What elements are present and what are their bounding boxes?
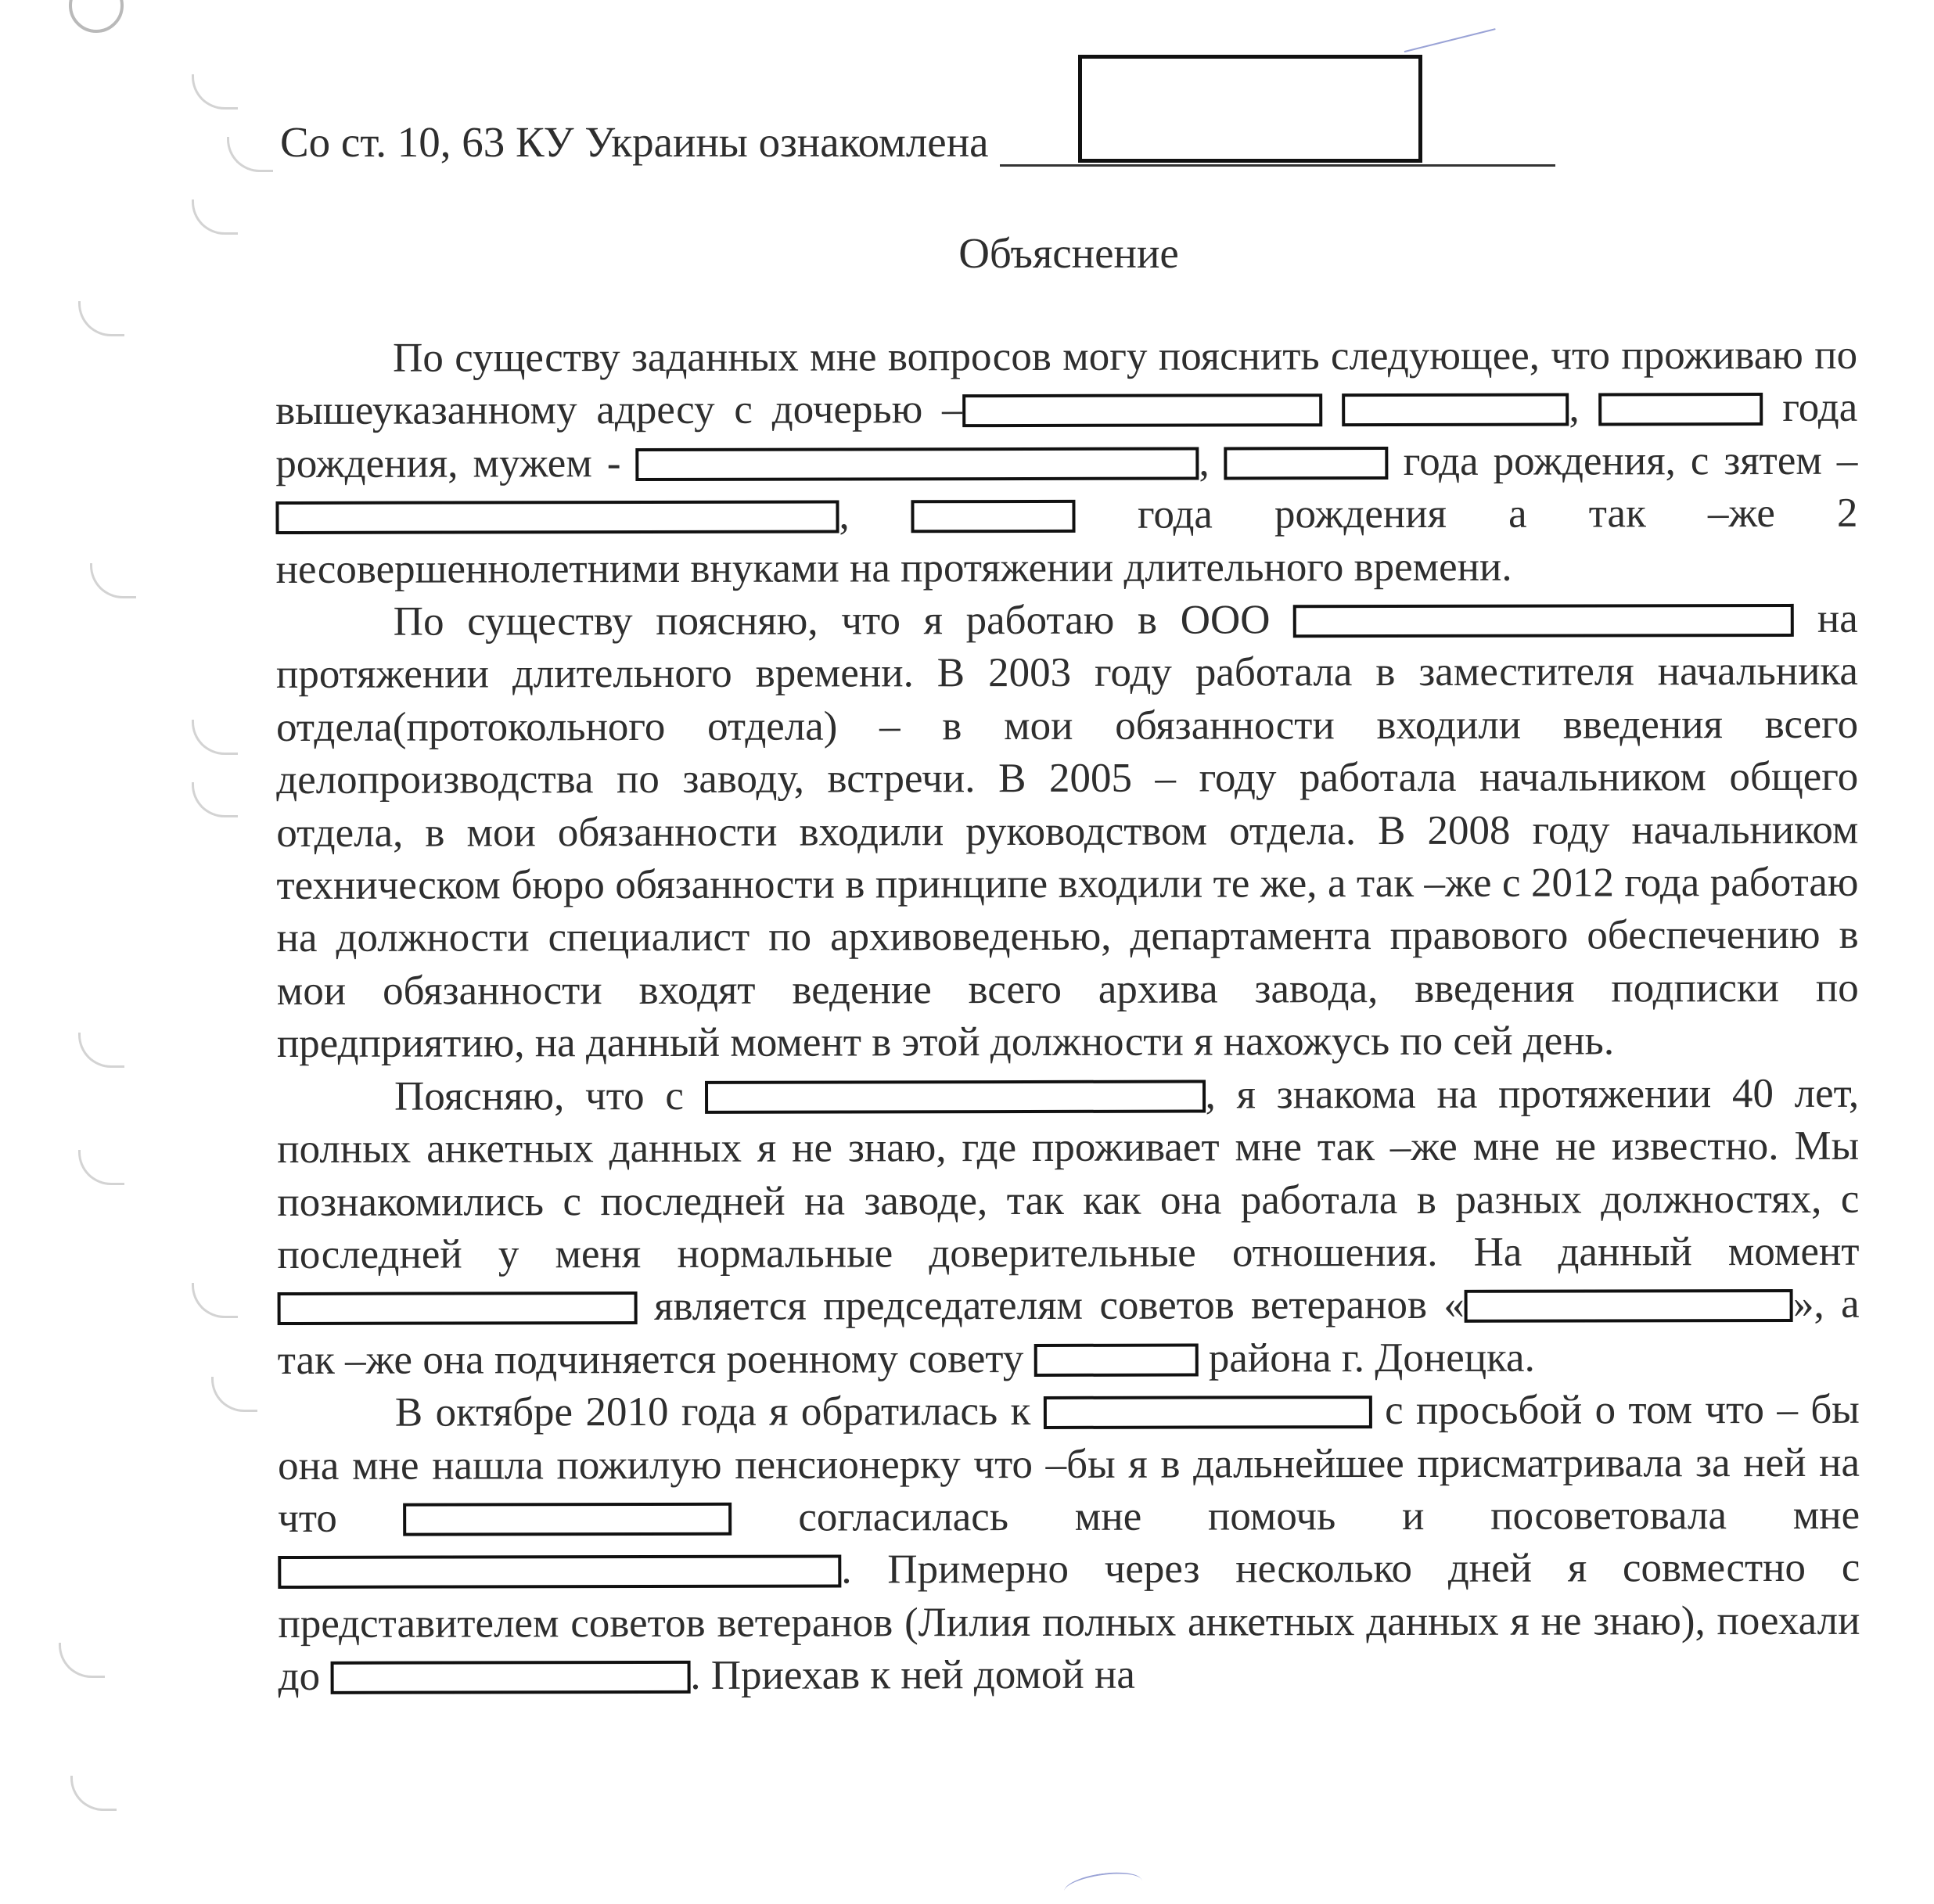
redaction-box <box>963 394 1323 428</box>
paragraph-text: согласилась мне помочь и посоветовала мне <box>732 1492 1860 1540</box>
redaction-box <box>635 447 1199 481</box>
hole-punch-mark <box>70 1776 117 1811</box>
hole-punch-mark <box>78 1150 124 1185</box>
paragraph-text: . Приехав к ней домой на <box>690 1651 1135 1699</box>
hole-punch-mark <box>78 1033 124 1068</box>
redaction-box <box>911 500 1076 533</box>
hole-punch-mark <box>192 74 238 110</box>
paragraph-text: на протяжении длительного времени. В 2003 году работала в заместителя начальника отдела(протокольного отдела) – в мои обязанности входили введения всего делопроизводства по заводу, встречи. В 2005 – году работала начальником общего отдела, в мои обязанности входили руководством отдела. В 2008 году начальником техническом бюро обязанности в принципе входили те же, а так –же с 2012 года работаю на должности специалист по архивоведенью, департамента правового обеспечению в мои обязанности входят ведение всего архива завода, введения подписки по предприятию, на данный момент в этой должности я нахожусь по сей день. <box>275 595 1859 1067</box>
paragraph <box>278 1384 1860 1704</box>
paragraph-text: , <box>1199 439 1224 485</box>
paragraph <box>277 1067 1860 1387</box>
signature-stroke <box>1062 1868 1143 1904</box>
paragraph-text: », а так –же она подчиняется роенному совету <box>277 1281 1860 1383</box>
document-body <box>275 329 1860 1704</box>
document-title: Объяснение <box>958 229 1179 277</box>
hole-punch-mark <box>69 0 124 33</box>
redaction-box <box>278 1291 638 1325</box>
hole-punch-mark <box>59 1643 105 1678</box>
redaction-box <box>275 501 839 535</box>
hole-punch-mark <box>211 1377 257 1412</box>
paragraph-text: года рождения, мужем - <box>275 385 1858 487</box>
paragraph-text: района г. Донецка. <box>1198 1335 1535 1381</box>
redaction-box <box>404 1503 732 1536</box>
signature-line <box>1000 117 1555 167</box>
hole-punch-mark <box>192 1283 238 1318</box>
redaction-box <box>1044 1396 1372 1429</box>
redaction-box <box>1465 1289 1793 1323</box>
paragraph-text: с просьбой о том что – бы она мне нашла пожилую пенсионерку что –бы я в дальнейшее присматривала за ней на что <box>277 1386 1860 1541</box>
hole-punch-mark <box>192 720 238 755</box>
signature-stroke <box>1404 28 1503 83</box>
redaction-box <box>1598 393 1763 426</box>
paragraph <box>275 329 1858 596</box>
paragraph-text: , <box>839 492 911 538</box>
hole-punch-mark <box>78 301 124 336</box>
redaction-box <box>705 1080 1206 1113</box>
paragraph-text: . Примерно через несколько дней я совместно с представителем советов ветеранов (Лилия полных анкетных данных я не знаю), поехали до <box>278 1545 1860 1700</box>
paragraph-text: , <box>1569 385 1599 431</box>
hole-punch-mark <box>227 137 273 172</box>
redaction-box <box>1293 604 1794 638</box>
redaction-box <box>1034 1343 1199 1376</box>
paragraph-text <box>1323 386 1343 432</box>
hole-punch-mark <box>192 782 238 817</box>
redaction-box <box>278 1555 841 1590</box>
paragraph-text: является председателям советов ветеранов « <box>637 1282 1465 1330</box>
paragraph-text: По существу заданных мне вопросов могу пояснить следующее, что проживаю по вышеуказанному адресу с дочерью – <box>275 332 1858 434</box>
paragraph <box>276 593 1859 1071</box>
paragraph-text: По существу поясняю, что я работаю в ООО <box>393 597 1294 645</box>
paragraph-text: В октябре 2010 года я обратилась к <box>394 1388 1044 1435</box>
acknowledgement-text: Со ст. 10, 63 КУ Украины ознакомлена <box>280 118 989 166</box>
redaction-box <box>330 1661 690 1694</box>
acknowledgement-line <box>280 117 1555 167</box>
redaction-box <box>1342 393 1569 427</box>
paragraph-text: года рождения, с зятем – <box>1388 437 1858 484</box>
paragraph-text: , я знакома на протяжении 40 лет, полных анкетных данных я не знаю, где проживает мне так –же мне не известно. Мы познакомились с последней на заводе, так как она работала в разных должностях, с последней у меня нормальные доверительные отношения. На данный момент <box>277 1070 1860 1277</box>
hole-punch-mark <box>90 563 136 598</box>
paragraph-text: года рождения а так –же 2 несовершеннолетними внуками на протяжении длительного времени. <box>275 490 1858 592</box>
redaction-box <box>1224 447 1389 480</box>
signature-redaction-box <box>1078 55 1422 163</box>
paragraph-text: Поясняю, что с <box>394 1072 705 1119</box>
